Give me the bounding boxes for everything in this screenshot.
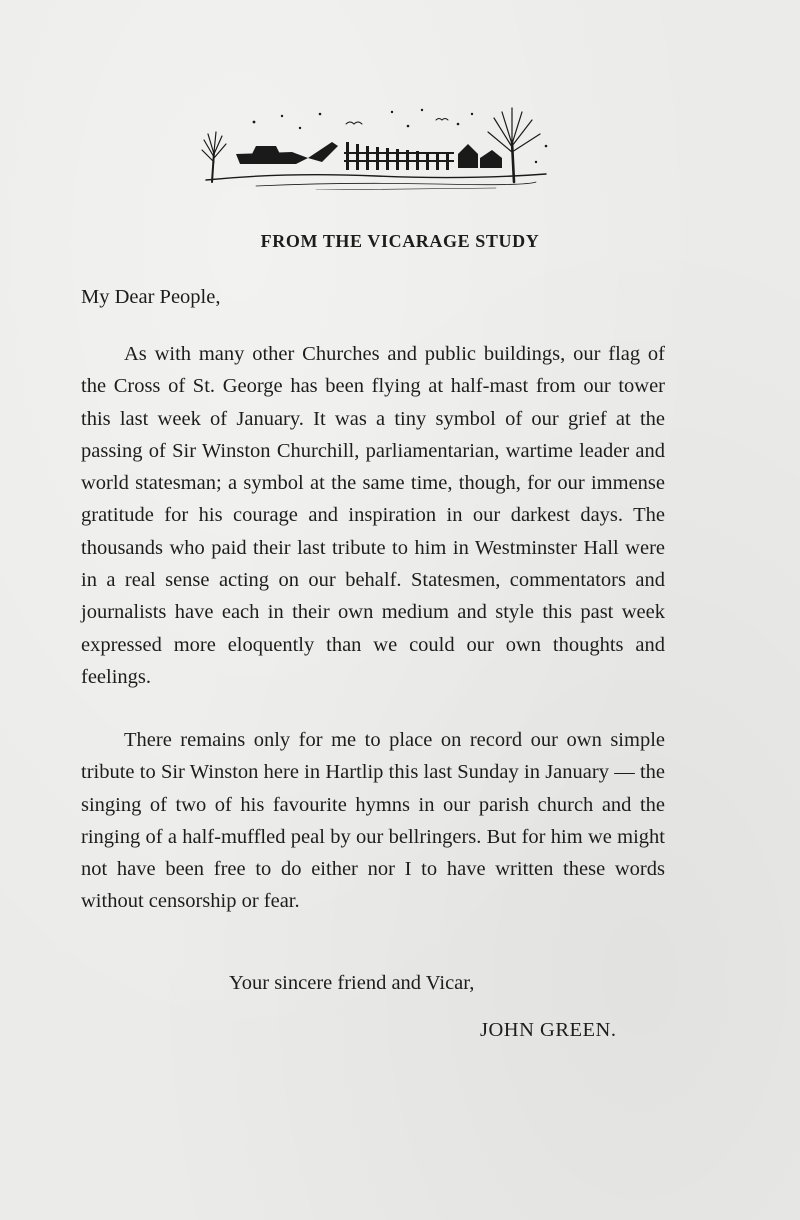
closing-line: Your sincere friend and Vicar, (229, 972, 475, 994)
salutation: My Dear People, (81, 286, 221, 308)
page-title: FROM THE VICARAGE STUDY (260, 231, 540, 251)
village-landscape-icon (196, 102, 558, 190)
body-paragraph-2: There remains only for me to place on record our own simple tribute to Sir Winston here in Hartlip this last Sunday in January — the singing of two of his favourite hymns in our parish church and the ringing of a half-muffled peal by our bellringers. But for him we might not have been free to do either nor I to have written these words without censorship or fear. (81, 729, 665, 913)
body-paragraph-1: As with many other Churches and public buildings, our flag of the Cross of St. George has been flying at half-mast from our tower this last week of January. It was a tiny symbol of our grief at the passing of Sir Winston Churchill, parliamentarian, wartime leader and world statesman; a symbol at the same time, though, for our immense gratitude for his courage and inspiration in our darkest days. The thousands who paid their last tribute to him in Westminster Hall were in a real sense acting on our behalf. Statesmen, commentators and journalists have each in their own medium and style this past week expressed more eloquently than we could our own thoughts and feelings. (81, 343, 665, 688)
signature: JOHN GREEN. (480, 1019, 617, 1041)
